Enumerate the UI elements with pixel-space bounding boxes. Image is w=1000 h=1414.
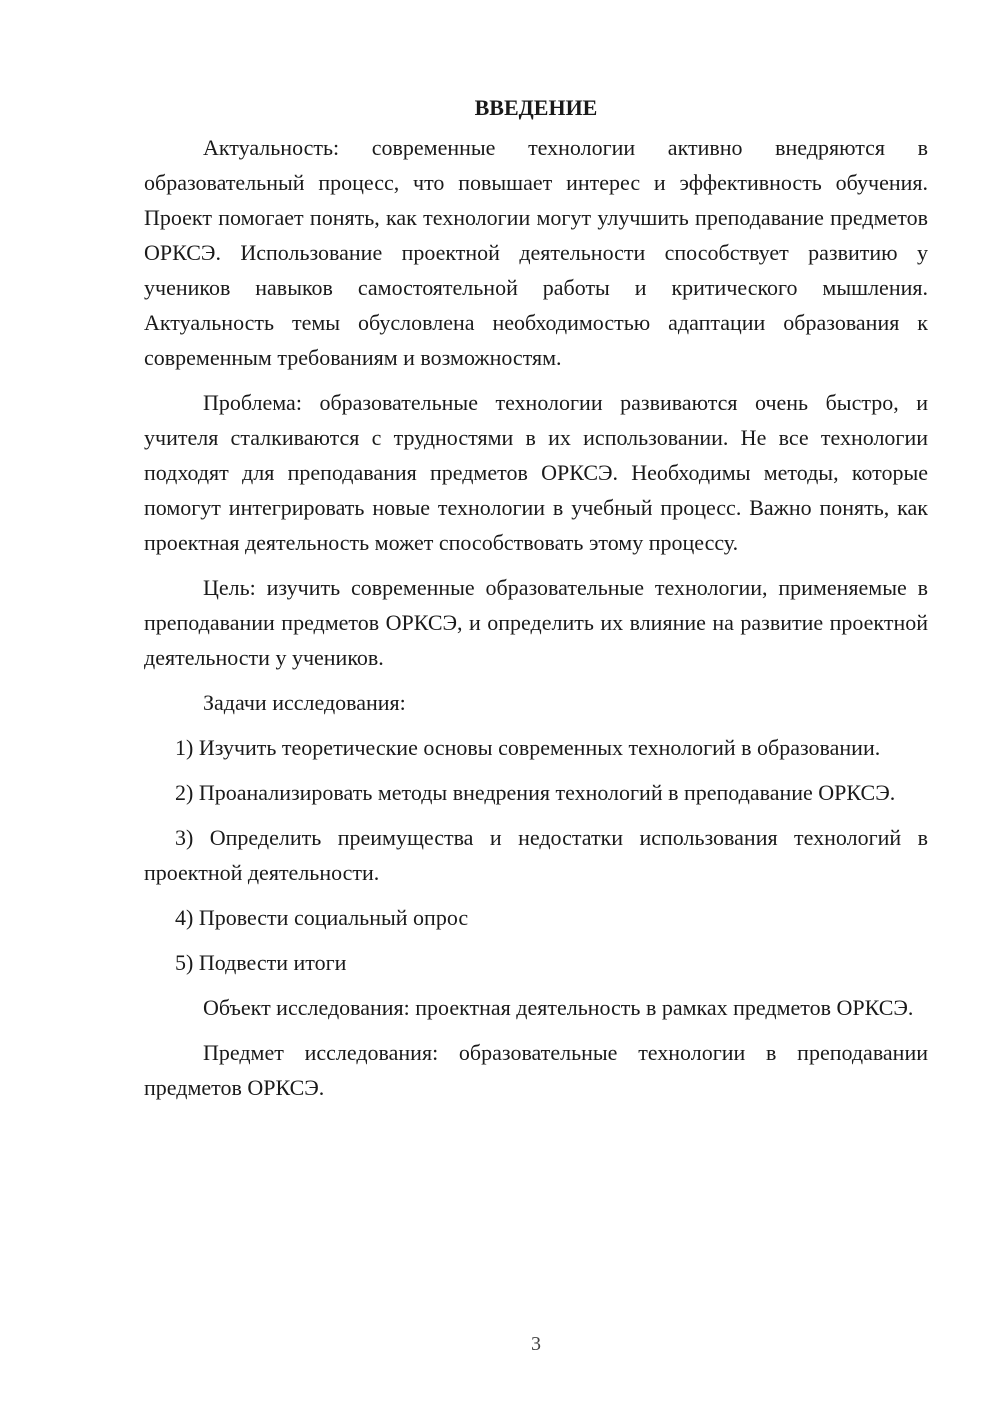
task-item: 3) Определить преимущества и недостатки использования технологий в проектной деятельности. [144, 825, 928, 885]
task-item: 4) Провести социальный опрос [175, 905, 469, 930]
page-number: 3 [531, 1333, 541, 1355]
relevance-paragraph: Актуальность: современные технологии активно внедряются в образовательный процесс, что повышает интерес и эффективность обучения. Проект помогает понять, как технологии могут улучшить преподавание предметов ОРКСЭ. Использование проектной деятельности способствует развитию у учеников навыков самостоятельной работы и критического мышления. Актуальность темы обусловлена необходимостью адаптации образования к современным требованиям и возможностям. [144, 135, 928, 370]
problem-paragraph: Проблема: образовательные технологии развиваются очень быстро, и учителя сталкиваются с трудностями в их использовании. Не все технологии подходят для преподавания предметов ОРКСЭ. Необходимы методы, которые помогут интегрировать новые технологии в учебный процесс. Важно понять, как проектная деятельность может способствовать этому процессу. [144, 390, 928, 555]
object-paragraph: Объект исследования: проектная деятельность в рамках предметов ОРКСЭ. [203, 995, 914, 1020]
document-page [144, 90, 928, 1115]
tasks-heading: Задачи исследования: [203, 690, 406, 715]
task-item: 2) Проанализировать методы внедрения технологий в преподавание ОРКСЭ. [175, 780, 896, 805]
section-title: ВВЕДЕНИЕ [474, 95, 598, 120]
goal-paragraph: Цель: изучить современные образовательные технологии, применяемые в преподавании предметов ОРКСЭ, и определить их влияние на развитие проектной деятельности у учеников. [144, 575, 928, 670]
task-item: 1) Изучить теоретические основы современных технологий в образовании. [175, 735, 881, 760]
subject-paragraph: Предмет исследования: образовательные технологии в преподавании предметов ОРКСЭ. [144, 1040, 928, 1100]
task-item: 5) Подвести итоги [175, 950, 347, 975]
